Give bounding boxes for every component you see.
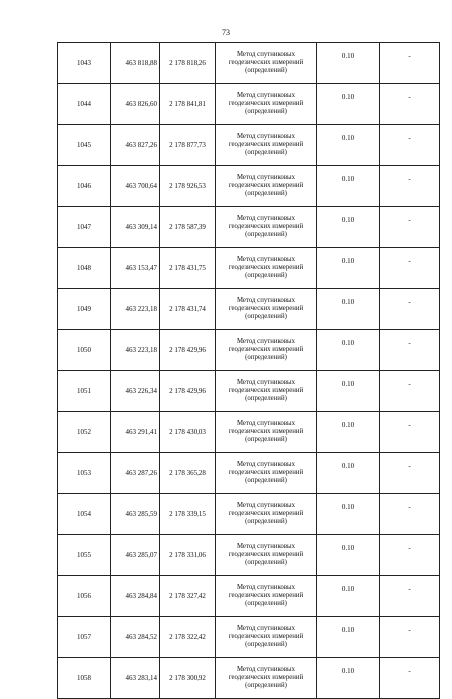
method-text-line: Метод спутниковых [236, 338, 296, 345]
y-coordinate-cell: 2 178 327,42 [160, 576, 216, 617]
method-cell [216, 412, 317, 453]
accuracy-cell: 0.10 [317, 576, 380, 617]
y-coordinate-cell: 2 178 587,39 [160, 207, 216, 248]
point-number-cell: 1053 [58, 453, 111, 494]
y-coordinate-cell: 2 178 429,96 [160, 371, 216, 412]
method-text-line: Метод спутниковых [236, 215, 296, 222]
note-cell: - [380, 84, 440, 125]
note-cell: - [380, 289, 440, 330]
method-text-line: Метод спутниковых [236, 666, 296, 673]
y-coordinate-cell: 2 178 431,75 [160, 248, 216, 289]
method-cell [216, 248, 317, 289]
table-row [58, 248, 440, 289]
coordinates-table [57, 42, 440, 699]
point-number-cell: 1055 [58, 535, 111, 576]
note-cell: - [380, 617, 440, 658]
method-cell [216, 289, 317, 330]
method-text-line: геодезических измерений [228, 59, 304, 66]
x-coordinate-cell: 463 826,60 [111, 84, 160, 125]
method-text-line: Метод спутниковых [236, 92, 296, 99]
table-row [58, 125, 440, 166]
y-coordinate-cell: 2 178 818,26 [160, 43, 216, 84]
accuracy-cell: 0.10 [317, 289, 380, 330]
note-cell: - [380, 576, 440, 617]
method-text-line: Метод спутниковых [236, 502, 296, 509]
method-text-line: геодезических измерений [228, 223, 304, 230]
method-text-line: Метод спутниковых [236, 51, 296, 58]
point-number-cell: 1056 [58, 576, 111, 617]
method-text-line: геодезических измерений [228, 428, 304, 435]
method-text-line: Метод спутниковых [236, 584, 296, 591]
method-text-line: (определений) [245, 436, 287, 443]
method-text-line: Метод спутниковых [236, 543, 296, 550]
x-coordinate-cell: 463 818,88 [111, 43, 160, 84]
x-coordinate-cell: 463 285,59 [111, 494, 160, 535]
table-row [58, 535, 440, 576]
method-text-line: (определений) [245, 149, 287, 156]
x-coordinate-cell: 463 226,34 [111, 371, 160, 412]
table-row [58, 43, 440, 84]
accuracy-cell: 0.10 [317, 371, 380, 412]
method-text-line: геодезических измерений [228, 305, 304, 312]
point-number-cell: 1051 [58, 371, 111, 412]
x-coordinate-cell: 463 284,84 [111, 576, 160, 617]
accuracy-cell: 0.10 [317, 330, 380, 371]
point-number-cell: 1057 [58, 617, 111, 658]
method-text-line: (определений) [245, 313, 287, 320]
y-coordinate-cell: 2 178 300,92 [160, 658, 216, 699]
point-number-cell: 1052 [58, 412, 111, 453]
method-cell [216, 576, 317, 617]
method-text-line: геодезических измерений [228, 469, 304, 476]
method-text-line: (определений) [245, 108, 287, 115]
accuracy-cell: 0.10 [317, 248, 380, 289]
accuracy-cell: 0.10 [317, 125, 380, 166]
note-cell: - [380, 658, 440, 699]
method-text-line: геодезических измерений [228, 100, 304, 107]
note-cell: - [380, 494, 440, 535]
point-number-cell: 1043 [58, 43, 111, 84]
method-cell [216, 658, 317, 699]
x-coordinate-cell: 463 287,26 [111, 453, 160, 494]
method-text-line: геодезических измерений [228, 674, 304, 681]
point-number-cell: 1044 [58, 84, 111, 125]
accuracy-cell: 0.10 [317, 658, 380, 699]
accuracy-cell: 0.10 [317, 494, 380, 535]
method-cell [216, 84, 317, 125]
method-text-line: (определений) [245, 518, 287, 525]
method-text-line: Метод спутниковых [236, 256, 296, 263]
method-text-line: (определений) [245, 682, 287, 689]
method-cell [216, 617, 317, 658]
note-cell: - [380, 166, 440, 207]
method-cell [216, 207, 317, 248]
note-cell: - [380, 412, 440, 453]
method-text-line: геодезических измерений [228, 346, 304, 353]
method-text-line: Метод спутниковых [236, 133, 296, 140]
note-cell: - [380, 207, 440, 248]
accuracy-cell: 0.10 [317, 166, 380, 207]
method-text-line: геодезических измерений [228, 182, 304, 189]
method-text-line: (определений) [245, 395, 287, 402]
method-text-line: (определений) [245, 641, 287, 648]
y-coordinate-cell: 2 178 926,53 [160, 166, 216, 207]
method-text-line: (определений) [245, 354, 287, 361]
method-text-line: геодезических измерений [228, 551, 304, 558]
method-text-line: Метод спутниковых [236, 174, 296, 181]
table-row [58, 617, 440, 658]
method-text-line: Метод спутниковых [236, 625, 296, 632]
method-cell [216, 535, 317, 576]
method-cell [216, 371, 317, 412]
method-text-line: (определений) [245, 600, 287, 607]
method-cell [216, 453, 317, 494]
point-number-cell: 1048 [58, 248, 111, 289]
coordinates-table-body [58, 43, 440, 699]
x-coordinate-cell: 463 700,64 [111, 166, 160, 207]
method-text-line: геодезических измерений [228, 141, 304, 148]
point-number-cell: 1046 [58, 166, 111, 207]
table-row [58, 658, 440, 699]
accuracy-cell: 0.10 [317, 535, 380, 576]
point-number-cell: 1054 [58, 494, 111, 535]
method-cell [216, 166, 317, 207]
note-cell: - [380, 125, 440, 166]
note-cell: - [380, 535, 440, 576]
note-cell: - [380, 248, 440, 289]
method-text-line: (определений) [245, 67, 287, 74]
y-coordinate-cell: 2 178 877,73 [160, 125, 216, 166]
accuracy-cell: 0.10 [317, 84, 380, 125]
table-row [58, 371, 440, 412]
accuracy-cell: 0.10 [317, 207, 380, 248]
method-text-line: (определений) [245, 559, 287, 566]
note-cell: - [380, 453, 440, 494]
method-text-line: геодезических измерений [228, 633, 304, 640]
note-cell: - [380, 43, 440, 84]
method-cell [216, 330, 317, 371]
method-text-line: геодезических измерений [228, 387, 304, 394]
x-coordinate-cell: 463 291,41 [111, 412, 160, 453]
method-text-line: (определений) [245, 477, 287, 484]
x-coordinate-cell: 463 284,52 [111, 617, 160, 658]
x-coordinate-cell: 463 153,47 [111, 248, 160, 289]
method-cell [216, 494, 317, 535]
y-coordinate-cell: 2 178 322,42 [160, 617, 216, 658]
method-text-line: геодезических измерений [228, 592, 304, 599]
method-text-line: (определений) [245, 272, 287, 279]
table-row [58, 289, 440, 330]
table-row [58, 166, 440, 207]
method-cell [216, 125, 317, 166]
y-coordinate-cell: 2 178 430,03 [160, 412, 216, 453]
method-text-line: (определений) [245, 231, 287, 238]
table-row [58, 84, 440, 125]
y-coordinate-cell: 2 178 841,81 [160, 84, 216, 125]
accuracy-cell: 0.10 [317, 43, 380, 84]
note-cell: - [380, 330, 440, 371]
table-row [58, 494, 440, 535]
x-coordinate-cell: 463 223,18 [111, 330, 160, 371]
method-text-line: Метод спутниковых [236, 461, 296, 468]
method-cell [216, 43, 317, 84]
x-coordinate-cell: 463 223,18 [111, 289, 160, 330]
x-coordinate-cell: 463 283,14 [111, 658, 160, 699]
point-number-cell: 1050 [58, 330, 111, 371]
table-row [58, 576, 440, 617]
y-coordinate-cell: 2 178 431,74 [160, 289, 216, 330]
y-coordinate-cell: 2 178 429,96 [160, 330, 216, 371]
accuracy-cell: 0.10 [317, 412, 380, 453]
method-text-line: Метод спутниковых [236, 420, 296, 427]
accuracy-cell: 0.10 [317, 617, 380, 658]
note-cell: - [380, 371, 440, 412]
table-row [58, 412, 440, 453]
method-text-line: геодезических измерений [228, 510, 304, 517]
table-row [58, 207, 440, 248]
accuracy-cell: 0.10 [317, 453, 380, 494]
table-row [58, 330, 440, 371]
method-text-line: Метод спутниковых [236, 379, 296, 386]
table-row [58, 453, 440, 494]
x-coordinate-cell: 463 285,07 [111, 535, 160, 576]
x-coordinate-cell: 463 309,14 [111, 207, 160, 248]
method-text-line: Метод спутниковых [236, 297, 296, 304]
y-coordinate-cell: 2 178 365,28 [160, 453, 216, 494]
point-number-cell: 1049 [58, 289, 111, 330]
y-coordinate-cell: 2 178 339,15 [160, 494, 216, 535]
point-number-cell: 1058 [58, 658, 111, 699]
point-number-cell: 1047 [58, 207, 111, 248]
method-text-line: (определений) [245, 190, 287, 197]
point-number-cell: 1045 [58, 125, 111, 166]
page-number: 73 [222, 28, 230, 37]
x-coordinate-cell: 463 827,26 [111, 125, 160, 166]
method-text-line: геодезических измерений [228, 264, 304, 271]
y-coordinate-cell: 2 178 331,06 [160, 535, 216, 576]
